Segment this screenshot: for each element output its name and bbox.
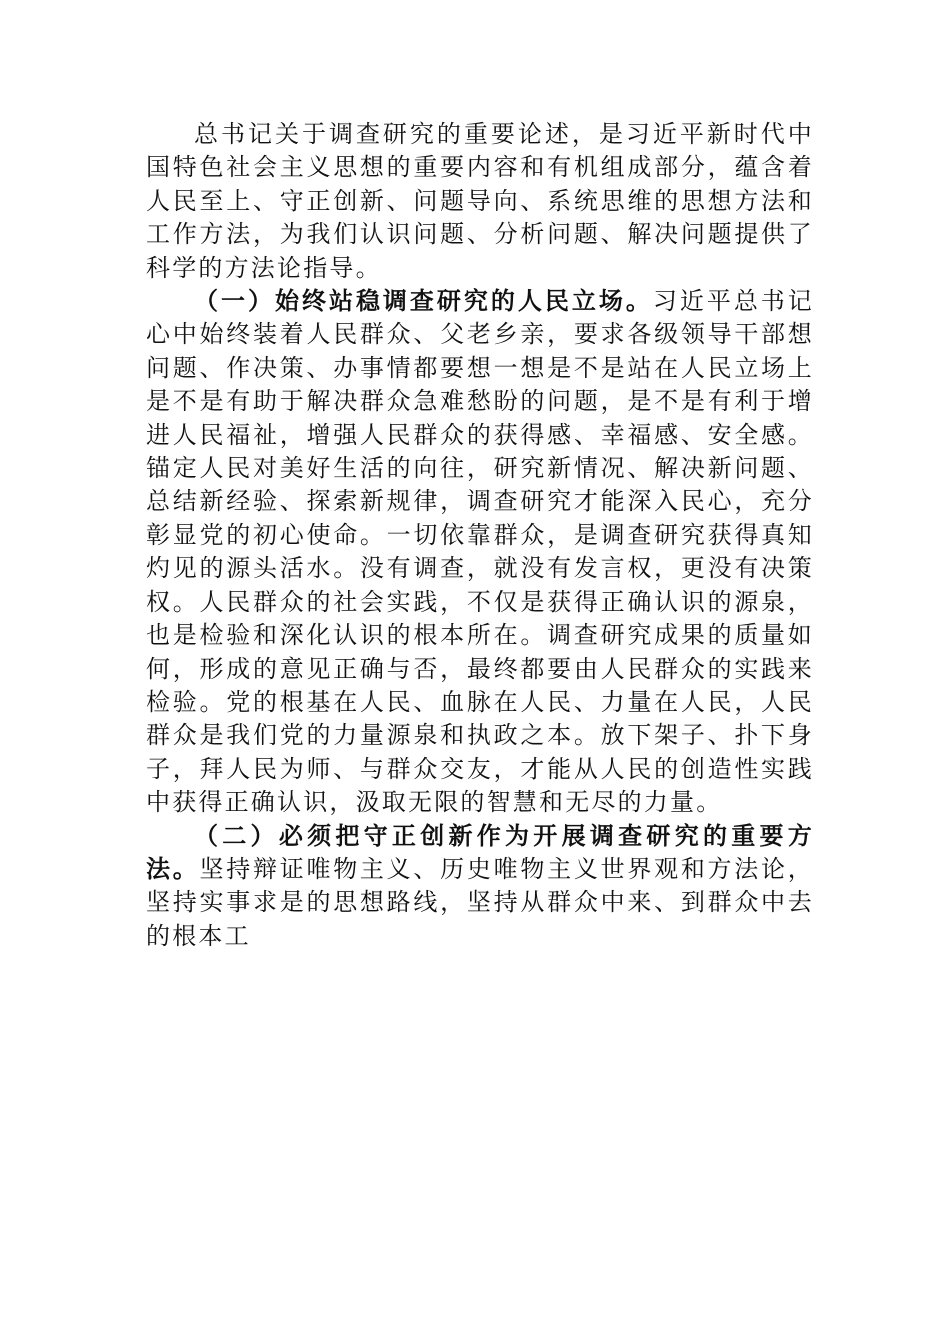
paragraph-text: 坚持辩证唯物主义、历史唯物主义世界观和方法论，坚持实事求是的思想路线，坚持从群众中来、到群众中去的根本工 (146, 854, 814, 950)
section-heading-2: （二）必须把守正创新作为开展调查研究的重要方法。 (146, 821, 814, 883)
document-body (146, 118, 814, 953)
paragraph-section-1 (146, 285, 814, 820)
section-heading-1: （一）始终站稳调查研究的人民立场。 (194, 287, 653, 316)
paragraph-text: 总书记关于调查研究的重要论述，是习近平新时代中国特色社会主义思想的重要内容和有机组成部分，蕴含着人民至上、守正创新、问题导向、系统思维的思想方法和工作方法，为我们认识问题、分析问题、解决问题提供了科学的方法论指导。 (146, 120, 814, 282)
paragraph-section-2 (146, 820, 814, 954)
paragraph-intro (146, 118, 814, 285)
paragraph-text: 习近平总书记心中始终装着人民群众、父老乡亲，要求各级领导干部想问题、作决策、办事情都要想一想是不是站在人民立场上是不是有助于解决群众急难愁盼的问题，是不是有利于增进人民福祉，增强人民群众的获得感、幸福感、安全感。锚定人民对美好生活的向往，研究新情况、解决新问题、总结新经验、探索新规律，调查研究才能深入民心，充分彰显党的初心使命。一切依靠群众，是调查研究获得真知灼见的源头活水。没有调查，就没有发言权，更没有决策权。人民群众的社会实践，不仅是获得正确认识的源泉，也是检验和深化认识的根本所在。调查研究成果的质量如何，形成的意见正确与否，最终都要由人民群众的实践来检验。党的根基在人民、血脉在人民、力量在人民，人民群众是我们党的力量源泉和执政之本。放下架子、扑下身子，拜人民为师、与群众交友，才能从人民的创造性实践中获得正确认识，汲取无限的智慧和无尽的力量。 (146, 287, 814, 817)
